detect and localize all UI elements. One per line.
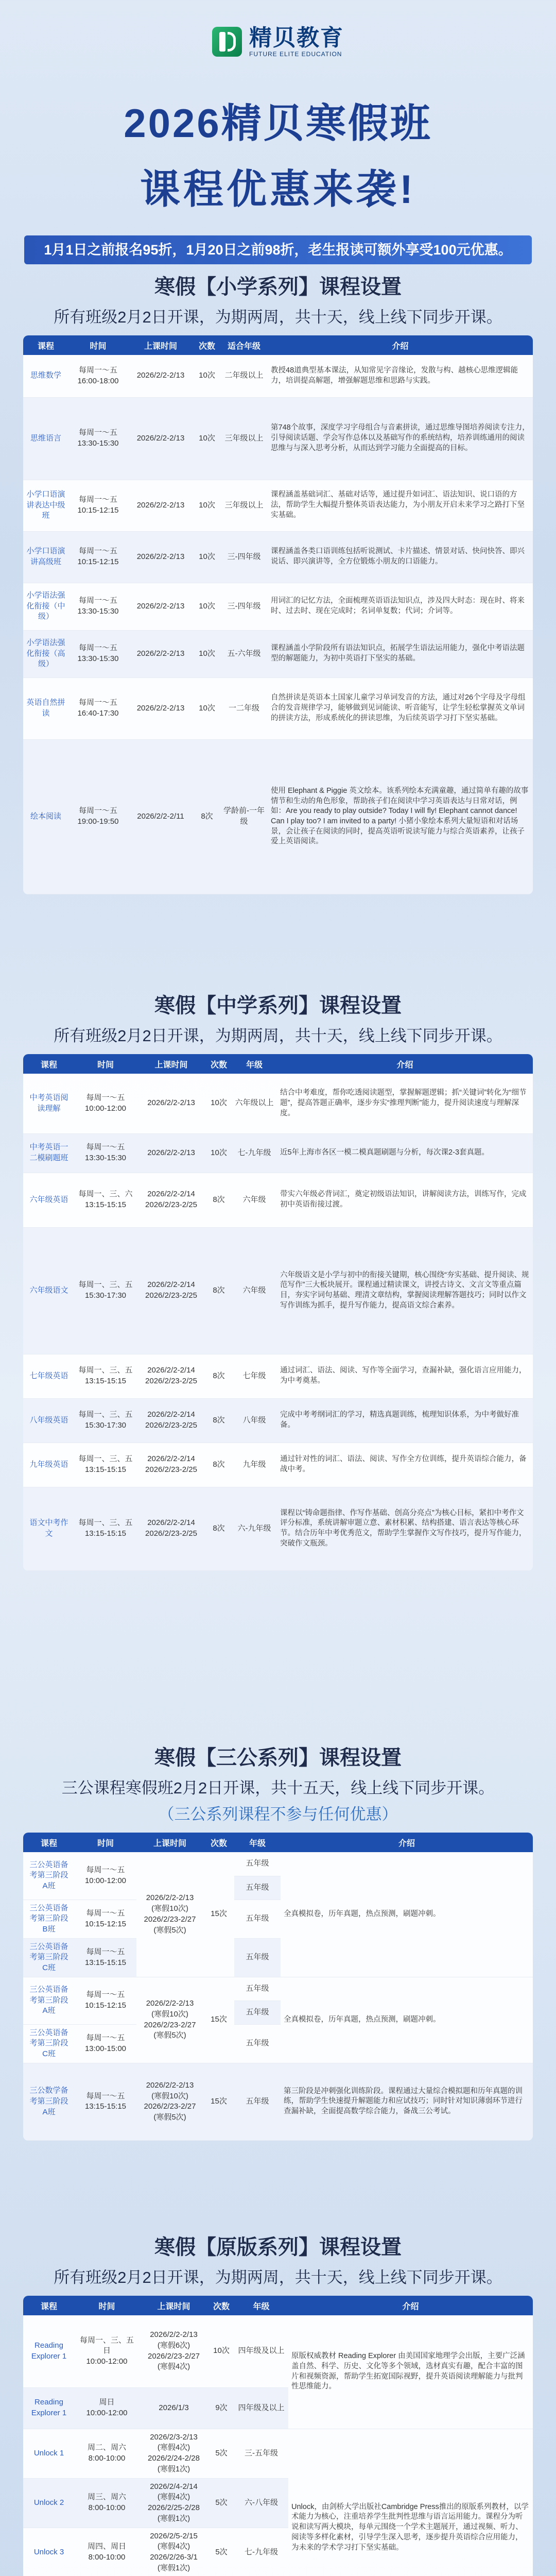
course-count: 10次 — [194, 531, 220, 583]
course-grade: 五年级 — [234, 1852, 281, 1876]
course-time: 每周一～五 16:00-18:00 — [68, 355, 128, 397]
course-desc: 用词汇的记忆方法，全面梳理英语语法知识点，涉及四大时态：现在时、将来时、过去时、现在完成时；名词单复数；代词；介词等。 — [268, 583, 533, 630]
col-header: 介绍 — [277, 1054, 533, 1074]
course-time: 每周一～五 13:30-15:30 — [68, 583, 128, 630]
col-header: 次数 — [194, 335, 220, 355]
course-name: 绘本阅读 — [23, 739, 68, 894]
course-name: 三公英语备考第三阶段 B班 — [23, 1900, 75, 1938]
course-name: 七年级英语 — [23, 1354, 75, 1398]
course-grade: 七年级 — [232, 1354, 277, 1398]
course-dates: 2026/2/2-2/13 — [128, 583, 194, 630]
course-name: 小学语法强化衔接（中级） — [23, 583, 68, 630]
col-header: 年级 — [234, 2296, 288, 2315]
course-dates: 2026/2/3-2/13 (寒假4次) 2026/2/24-2/28 (寒假1次) — [139, 2429, 208, 2478]
course-count: 5次 — [208, 2478, 234, 2528]
course-desc: 课程涵盖各类口语训练包括听说测试、卡片描述、情景对话、快问快答、即兴说话、即兴演讲等，全方位锻炼小朋友的口语能力。 — [268, 531, 533, 583]
course-count: 10次 — [208, 2315, 234, 2387]
col-header: 时间 — [75, 1833, 136, 1852]
course-time: 每周一、三、五 日 10:00-12:00 — [75, 2315, 139, 2387]
course-time: 每周一～五 13:00-15:00 — [75, 2024, 136, 2063]
course-name: 八年级英语 — [23, 1398, 75, 1443]
course-count: 8次 — [206, 1443, 232, 1487]
course-name: Unlock 3 — [23, 2528, 75, 2576]
course-dates: 2026/2/2-2/13 (寒假6次) 2026/2/23-2/27 (寒假4次) — [139, 2315, 208, 2387]
course-time: 每周一、三、五 15:30-17:30 — [75, 1227, 136, 1354]
course-count: 8次 — [206, 1487, 232, 1570]
course-count: 9次 — [208, 2387, 234, 2429]
page-subtitle: 课程优惠来袭! — [140, 166, 416, 212]
table-row — [23, 630, 533, 677]
col-header: 上课时间 — [139, 2296, 208, 2315]
page-title: 2026精贝寒假班 — [124, 100, 432, 146]
course-desc: 六年级语文是小学与初中的衔接关键期，核心围绕“夯实基础、提升阅读、规范写作”三大板块展开。课程通过精读课文，讲授古诗文、文言文等重点篇目，夯实字词句基础、理清文章结构，掌握阅读理解答题技巧；同时以作文写作训练为抓手，提升写作能力，提高语文综合素养。 — [277, 1227, 533, 1354]
section-title: 寒假【中学系列】课程设置 — [154, 994, 402, 1017]
table-row — [23, 2315, 533, 2387]
course-dates: 2026/2/2-2/13 — [128, 630, 194, 677]
table-row — [23, 397, 533, 480]
course-time: 每周一～五 13:30-15:30 — [68, 630, 128, 677]
course-grade: 六-九年级 — [232, 1487, 277, 1570]
course-grade: 三年级以上 — [220, 480, 268, 531]
course-desc: 近5年上海市各区一模二模真题刷题与分析，每次课2-3套真题。 — [277, 1133, 533, 1173]
course-grade: 五年级 — [234, 2024, 281, 2063]
course-grade: 七-九年级 — [232, 1133, 277, 1173]
course-grade: 八年级 — [232, 1398, 277, 1443]
course-time: 每周一、三、五 13:15-15:15 — [75, 1354, 136, 1398]
col-header: 年级 — [234, 1833, 281, 1852]
course-dates: 2026/2/2-2/14 2026/2/23-2/25 — [136, 1227, 206, 1354]
course-time: 周日 10:00-12:00 — [75, 2387, 139, 2429]
course-time: 每周一～五 19:00-19:50 — [68, 739, 128, 894]
course-dates: 2026/2/2-2/14 2026/2/23-2/25 — [136, 1173, 206, 1227]
col-header: 上课时间 — [136, 1054, 206, 1074]
course-desc: 课程涵盖基础词汇、基础对话等，通过提升如词汇、语法知识、说口语的方法，帮助学生大幅提升整体英语表达能力，为小朋友开启未来学习之路打下坚实基础。 — [268, 480, 533, 531]
section-subtitle: 所有班级2月2日开课，为期两周，共十天，线上线下同步开课。 — [54, 1027, 502, 1045]
course-grade: 五-六年级 — [220, 630, 268, 677]
course-grade: 一二年级 — [220, 677, 268, 739]
logo — [212, 26, 344, 58]
course-count: 10次 — [194, 397, 220, 480]
original-table — [23, 2296, 533, 2576]
course-time: 每周一～五 10:15-12:15 — [75, 1900, 136, 1938]
course-name: 六年级语文 — [23, 1227, 75, 1354]
course-time: 每周一～五 16:40-17:30 — [68, 677, 128, 739]
table-row — [23, 583, 533, 630]
course-count: 8次 — [206, 1354, 232, 1398]
header — [0, 0, 556, 264]
col-header: 时间 — [68, 335, 128, 355]
table-row — [23, 1227, 533, 1354]
course-count: 10次 — [206, 1074, 232, 1133]
course-name: 三公英语备考第三阶段 A班 — [23, 1977, 75, 2024]
table-row — [23, 531, 533, 583]
course-time: 每周一～五 13:15-15:15 — [75, 1938, 136, 1977]
course-time: 每周一～五 10:15-12:15 — [75, 1977, 136, 2024]
table-card — [23, 1054, 533, 1571]
course-grade: 六年级 — [232, 1227, 277, 1354]
course-grade: 学龄前-一年级 — [220, 739, 268, 894]
primary-section — [23, 270, 533, 894]
course-dates: 2026/2/2-2/13 — [128, 397, 194, 480]
table-row — [23, 1354, 533, 1398]
table-card — [23, 1833, 533, 2141]
course-count: 15次 — [203, 2063, 234, 2140]
course-dates: 2026/2/2-2/13 (寒假10次) 2026/2/23-2/27 (寒假5次) — [136, 2063, 203, 2140]
course-name: 三公数学备考第三阶段 A班 — [23, 2063, 75, 2140]
col-header: 时间 — [75, 1054, 136, 1074]
course-name: 小学语法强化衔接（高级） — [23, 630, 68, 677]
course-desc: 教授48道典型基本课法，从知常见字音缘论，发散与构、越核心思维逻辑能力，培训提高解题，增强解题思维和思路与实践。 — [268, 355, 533, 397]
course-desc: 全真模拟卷，历年真题，热点预测，刷题冲刺。 — [281, 1977, 533, 2063]
course-dates: 2026/1/3 — [139, 2387, 208, 2429]
course-dates: 2026/2/2-2/13 (寒假10次) 2026/2/23-2/27 (寒假5次) — [136, 1977, 203, 2063]
course-grade: 六年级 — [232, 1173, 277, 1227]
course-grade: 四年级及以上 — [234, 2315, 288, 2387]
course-grade: 三-五年级 — [234, 2429, 288, 2478]
course-desc: 带实六年级必背词汇，奠定初级语法知识，讲解阅读方法，训练写作，完成初中英语衔接过渡。 — [277, 1173, 533, 1227]
course-desc: 课程以“铸命题指律、作写作基础、创高分亮点”为核心目标，紧扣中考作文评分标准，系统讲解审题立意、素材积累、结构搭建、语言表达等核心环节。结合历年中考优秀范文，帮助学生掌握作文写作技巧，提升写作能力，突破作文瓶颈。 — [277, 1487, 533, 1570]
course-grade: 五年级 — [234, 1876, 281, 1900]
course-dates: 2026/2/2-2/14 2026/2/23-2/25 — [136, 1487, 206, 1570]
course-desc: 通过针对性的词汇、语法、阅读、写作全方位训练，提升英语综合能力，备战中考。 — [277, 1443, 533, 1487]
course-grade: 五年级 — [234, 1938, 281, 1977]
col-header: 次数 — [203, 1833, 234, 1852]
course-dates: 2026/2/2-2/13 — [128, 531, 194, 583]
col-header: 课程 — [23, 335, 68, 355]
col-header: 年级 — [232, 1054, 277, 1074]
table-header — [23, 335, 533, 355]
section-subtitle: 三公课程寒假班2月2日开课，共十五天，线上线下同步开课。 — [61, 1779, 495, 1797]
table-row — [23, 1852, 533, 1876]
course-time: 每周一～五 13:30-15:30 — [68, 397, 128, 480]
course-desc: 全真模拟卷，历年真题，热点预测，刷题冲刺。 — [281, 1852, 533, 1977]
course-grade: 二年级以上 — [220, 355, 268, 397]
course-count: 10次 — [194, 630, 220, 677]
col-header: 课程 — [23, 1054, 75, 1074]
course-count: 10次 — [194, 480, 220, 531]
table-row — [23, 1398, 533, 1443]
course-name: 思维数学 — [23, 355, 68, 397]
course-time: 每周一、三、五 15:30-17:30 — [75, 1398, 136, 1443]
course-count: 15次 — [203, 1977, 234, 2063]
course-name: Unlock 1 — [23, 2429, 75, 2478]
col-header: 上课时间 — [136, 1833, 203, 1852]
sangong-table — [23, 1833, 533, 2141]
course-dates: 2026/2/2-2/13 (寒假10次) 2026/2/23-2/27 (寒假5次) — [136, 1852, 203, 1977]
course-dates: 2026/2/5-2/15 (寒假4次) 2026/2/26-3/1 (寒假1次) — [139, 2528, 208, 2576]
course-name: 三公英语备考第三阶段 C班 — [23, 2024, 75, 2063]
course-grade: 三年级以上 — [220, 397, 268, 480]
course-desc: 第748个故事，深度学习字母组合与音素拼读，通过思维导图培养阅读专注力，引导阅读话题、学会写作总体以及基础写作的系统结构，培养训练通用的阅读思维与与深入思考分析，从而达到学习能力全面提高的目标。 — [268, 397, 533, 480]
course-name: 小学口语演讲高级班 — [23, 531, 68, 583]
logo-en: FUTURE ELITE EDUCATION — [249, 50, 342, 58]
table-row — [23, 739, 533, 894]
section-note: （三公系列课程不参与任何优惠） — [158, 1805, 398, 1823]
table-card — [23, 2296, 533, 2576]
col-header: 次数 — [208, 2296, 234, 2315]
col-header: 介绍 — [281, 1833, 533, 1852]
course-grade: 四年级及以上 — [234, 2387, 288, 2429]
course-count: 5次 — [208, 2429, 234, 2478]
course-count: 8次 — [206, 1398, 232, 1443]
section-subtitle: 所有班级2月2日开课，为期两周，共十天，线上线下同步开课。 — [54, 2268, 502, 2286]
original-section — [23, 2231, 533, 2576]
course-name: 英语自然拼读 — [23, 677, 68, 739]
course-grade: 三-四年级 — [220, 583, 268, 630]
course-grade: 五年级 — [234, 1977, 281, 2001]
table-header — [23, 1833, 533, 1852]
course-desc: 自然拼读是英语本土国家儿童学习单词发音的方法，通过对26个字母及字母组合的发音规律学习，能够做到见词能读、听音能写，让学生轻松掌握英文单词的拼读方法，形成系统化的拼读思维，为后续英语学习打下坚实基础。 — [268, 677, 533, 739]
course-dates: 2026/2/2-2/11 — [128, 739, 194, 894]
course-name: 九年级英语 — [23, 1443, 75, 1487]
section-title: 寒假【小学系列】课程设置 — [154, 276, 402, 298]
course-count: 10次 — [194, 677, 220, 739]
course-dates: 2026/2/2-2/13 — [128, 355, 194, 397]
course-name: Reading Explorer 1 — [23, 2387, 75, 2429]
course-name: 语文中考作文 — [23, 1487, 75, 1570]
course-time: 每周一～五 10:15-12:15 — [68, 531, 128, 583]
course-time: 每周一～五 10:15-12:15 — [68, 480, 128, 531]
col-header: 课程 — [23, 2296, 75, 2315]
course-name: Unlock 2 — [23, 2478, 75, 2528]
course-desc: 使用 Elephant & Piggie 英文绘本。该系列绘本充满童趣，通过简单有趣的故事情节和生动的角色形象，帮助孩子们在阅读中学习英语表达与日常对话，例如：Are you ready to play outside? Today I will fly! Elephant cannot dance! Can I play too? I am invited to a party! 小猪小象绘本系列大量短语和对话场景，会让孩子在阅读的同时，提高英语听说读写能力与综合英语素养，让孩子爱上英语阅读。 — [268, 739, 533, 894]
col-header: 课程 — [23, 1833, 75, 1852]
course-dates: 2026/2/2-2/14 2026/2/23-2/25 — [136, 1354, 206, 1398]
course-grade: 五年级 — [234, 1900, 281, 1938]
col-header: 时间 — [75, 2296, 139, 2315]
course-name: 中考英语一二模刷题班 — [23, 1133, 75, 1173]
table-row — [23, 1173, 533, 1227]
course-count: 8次 — [206, 1173, 232, 1227]
course-time: 每周一、三、五 13:15-15:15 — [75, 1443, 136, 1487]
table-card — [23, 335, 533, 894]
table-row — [23, 1443, 533, 1487]
course-time: 每周一～五 13:30-15:30 — [75, 1133, 136, 1173]
course-name: 中考英语阅读理解 — [23, 1074, 75, 1133]
course-time: 每周一～五 10:00-12:00 — [75, 1852, 136, 1900]
table-row — [23, 2429, 533, 2478]
course-grade: 六-八年级 — [234, 2478, 288, 2528]
course-count: 8次 — [206, 1227, 232, 1354]
course-grade: 九年级 — [232, 1443, 277, 1487]
table-row — [23, 480, 533, 531]
course-name: 六年级英语 — [23, 1173, 75, 1227]
table-row — [23, 1977, 533, 2001]
course-desc: 第三阶段是冲刺强化训练阶段。课程通过大量综合模拟题和历年真题的训练，帮助学生快速提升解题能力和应试技巧；同时针对知识薄弱环节进行查漏补缺，全面提高数学综合能力，备战三公考试。 — [281, 2063, 533, 2140]
course-grade: 五年级 — [234, 2001, 281, 2024]
course-dates: 2026/2/2-2/13 — [128, 677, 194, 739]
course-desc: 课程涵盖小学阶段所有语法知识点，拓展学生语法运用能力，强化中考语法题型的解题能力，为初中英语打下坚实的基础。 — [268, 630, 533, 677]
course-dates: 2026/2/2-2/13 — [136, 1133, 206, 1173]
col-header: 次数 — [206, 1054, 232, 1074]
table-row — [23, 1487, 533, 1570]
course-time: 周三、周六 8:00-10:00 — [75, 2478, 139, 2528]
course-count: 10次 — [206, 1133, 232, 1173]
discount-banner: 1月1日之前报名95折，1月20日之前98折，老生报读可额外享受100元优惠。 — [24, 235, 532, 264]
course-time: 每周一、三、五 13:15-15:15 — [75, 1487, 136, 1570]
course-desc: 结合中考难度，帮你吃透阅读题型，掌握解题逻辑；抓“关键词”转化为“细节题”，提高答题正确率，逐步夯实“推理判断”能力，提升阅读速度与理解深度。 — [277, 1074, 533, 1133]
course-desc: 原版权威教材 Reading Explorer 由美国国家地理学会出版，主要广泛涵盖自然、科学、历史、文化等多个领域，选材真实有趣，配合丰富的图片和视频资源，帮助学生拓宽国际视野，提升英语阅读理解能力与批判性思维能力。 — [288, 2315, 533, 2429]
course-dates: 2026/2/2-2/13 — [136, 1074, 206, 1133]
course-dates: 2026/2/4-2/14 (寒假4次) 2026/2/25-2/28 (寒假1次) — [139, 2478, 208, 2528]
course-count: 10次 — [194, 355, 220, 397]
table-row — [23, 2063, 533, 2140]
course-grade: 七-九年级 — [234, 2528, 288, 2576]
logo-icon — [212, 27, 242, 57]
course-count: 10次 — [194, 583, 220, 630]
col-header: 介绍 — [288, 2296, 533, 2315]
course-time: 每周一～五 10:00-12:00 — [75, 1074, 136, 1133]
course-name: 三公英语备考第三阶段 C班 — [23, 1938, 75, 1977]
course-dates: 2026/2/2-2/14 2026/2/23-2/25 — [136, 1443, 206, 1487]
course-time: 周二、周六 8:00-10:00 — [75, 2429, 139, 2478]
logo-cn: 精贝教育 — [249, 25, 344, 50]
course-count: 15次 — [203, 1852, 234, 1977]
course-dates: 2026/2/2-2/13 — [128, 480, 194, 531]
course-grade: 五年级 — [234, 2063, 281, 2140]
course-name: Reading Explorer 1 — [23, 2315, 75, 2387]
col-header: 介绍 — [268, 335, 533, 355]
course-grade: 六年级以上 — [232, 1074, 277, 1133]
section-title: 寒假【原版系列】课程设置 — [154, 2236, 402, 2259]
col-header: 上课时间 — [128, 335, 194, 355]
middle-table — [23, 1054, 533, 1571]
sangong-section — [23, 1741, 533, 2141]
course-desc: 通过词汇、语法、阅读、写作等全面学习，查漏补缺，强化语言应用能力，为中考奠基。 — [277, 1354, 533, 1398]
table-row — [23, 355, 533, 397]
course-name: 思维语言 — [23, 397, 68, 480]
course-count: 5次 — [208, 2528, 234, 2576]
course-desc: 完成中考考纲词汇的学习，精选真题训练，梳理知识体系，为中考做好准备。 — [277, 1398, 533, 1443]
section-subtitle: 所有班级2月2日开课，为期两周，共十天，线上线下同步开课。 — [54, 308, 502, 326]
section-title: 寒假【三公系列】课程设置 — [154, 1747, 402, 1769]
table-row — [23, 1074, 533, 1133]
table-row — [23, 677, 533, 739]
course-time: 每周一、三、六 13:15-15:15 — [75, 1173, 136, 1227]
col-header: 适合年级 — [220, 335, 268, 355]
course-name: 小学口语演讲表达中级班 — [23, 480, 68, 531]
course-count: 8次 — [194, 739, 220, 894]
table-row — [23, 1133, 533, 1173]
course-grade: 三-四年级 — [220, 531, 268, 583]
primary-table — [23, 335, 533, 894]
course-name: 三公英语备考第三阶段 A班 — [23, 1852, 75, 1900]
table-header — [23, 1054, 533, 1074]
course-desc: Unlock，由剑桥大学出版社Cambridge Press推出的原版系列教材，以学术能力为核心，注重培养学生批判性思维与语言运用能力。课程分为听说和读写两大模块，每单元围绕一个学术主题展开，通过视频、听力、阅读等多样化素材，引导学生深入思考，逐步提升英语综合应用能力，为未来的学术学习打下坚实基础。 — [288, 2429, 533, 2576]
course-time: 每周一～五 13:15-15:15 — [75, 2063, 136, 2140]
course-time: 周四、周日 8:00-10:00 — [75, 2528, 139, 2576]
course-dates: 2026/2/2-2/14 2026/2/23-2/25 — [136, 1398, 206, 1443]
table-header — [23, 2296, 533, 2315]
middle-section — [23, 989, 533, 1571]
